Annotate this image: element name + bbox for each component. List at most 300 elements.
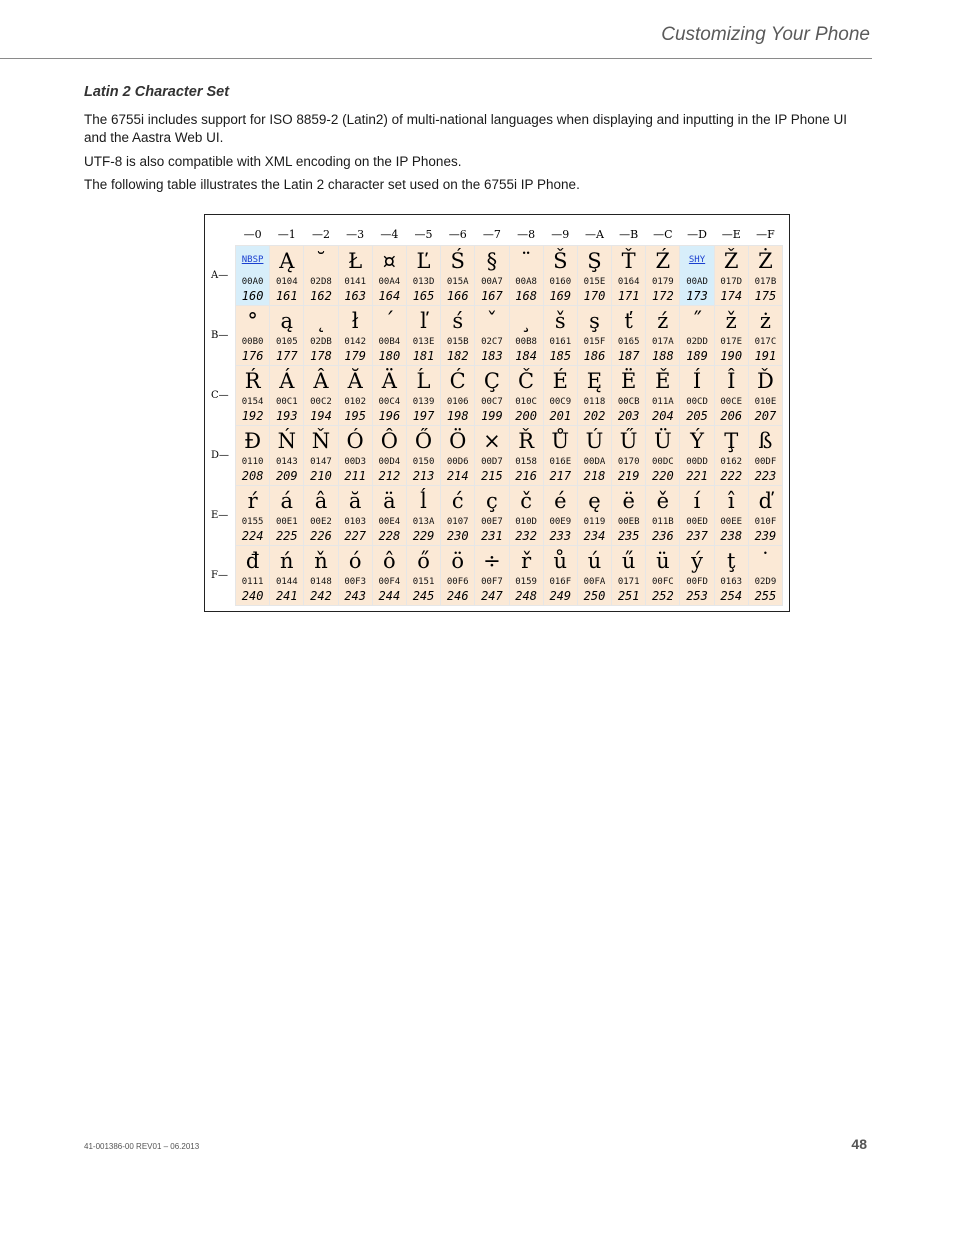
decimal-code: 209 — [275, 469, 298, 483]
character-glyph: ä — [383, 489, 396, 513]
row-header: B— — [211, 330, 229, 341]
character-glyph: Ô — [380, 429, 398, 453]
unicode-hex-code: 00CE — [720, 397, 743, 407]
decimal-code: 251 — [617, 589, 640, 603]
unicode-hex-code: 017D — [720, 277, 743, 287]
character-cell — [441, 426, 475, 486]
decimal-code: 236 — [652, 529, 674, 543]
table-row — [211, 246, 783, 306]
character-cell — [509, 306, 543, 366]
unicode-hex-code: 00E4 — [378, 517, 401, 527]
character-cell — [680, 546, 714, 606]
character-cell — [646, 246, 680, 306]
character-cell — [338, 366, 372, 426]
character-cell — [748, 546, 782, 606]
decimal-code: 161 — [275, 289, 298, 303]
character-glyph: ˙ — [760, 549, 771, 573]
unicode-hex-code: 02DB — [310, 337, 332, 347]
decimal-code: 202 — [583, 409, 606, 423]
character-glyph: î — [727, 489, 735, 513]
unicode-hex-code: 00DF — [754, 457, 777, 467]
decimal-code: 234 — [583, 529, 606, 543]
character-cell — [714, 246, 748, 306]
character-glyph: ř — [521, 549, 532, 573]
character-cell — [748, 366, 782, 426]
unicode-hex-code: 02DD — [686, 337, 708, 347]
character-cell — [748, 426, 782, 486]
character-glyph: § — [486, 249, 498, 273]
unicode-hex-code: 0161 — [549, 337, 572, 347]
character-cell — [236, 306, 270, 366]
decimal-code: 227 — [344, 529, 366, 543]
unicode-hex-code: 00B4 — [378, 337, 401, 347]
column-header: —1 — [277, 227, 296, 241]
character-glyph: Č — [518, 369, 535, 393]
character-glyph: Ú — [585, 429, 604, 453]
character-cell — [475, 486, 509, 546]
character-cell — [475, 546, 509, 606]
character-cell — [270, 366, 304, 426]
row-header: D— — [211, 450, 230, 461]
character-glyph: ë — [622, 489, 635, 513]
unicode-hex-code: 0160 — [549, 277, 572, 287]
row-header: A— — [211, 270, 229, 281]
decimal-code: 181 — [412, 349, 435, 363]
decimal-code: 232 — [515, 529, 537, 543]
unicode-hex-code: 0165 — [617, 337, 640, 347]
character-glyph: Ř — [518, 429, 534, 453]
character-glyph: ˝ — [691, 309, 703, 333]
decimal-code: 229 — [412, 529, 435, 543]
character-glyph: Š — [553, 249, 568, 273]
character-glyph: Đ — [244, 429, 262, 453]
unicode-hex-code: 00FC — [652, 577, 674, 587]
unicode-hex-code: 00C4 — [378, 397, 401, 407]
character-cell — [406, 306, 440, 366]
character-glyph: č — [520, 489, 532, 513]
unicode-hex-code: 00B8 — [515, 337, 537, 347]
character-cell — [475, 426, 509, 486]
unicode-hex-code: 0104 — [275, 277, 298, 287]
unicode-hex-code: 0139 — [412, 397, 435, 407]
decimal-code: 249 — [549, 589, 572, 603]
unicode-hex-code: 00C9 — [549, 397, 572, 407]
decimal-code: 252 — [652, 589, 674, 603]
character-glyph: š — [554, 309, 566, 333]
unicode-hex-code: 00F3 — [344, 577, 366, 587]
unicode-hex-code: 00A0 — [241, 277, 264, 287]
unicode-hex-code: 0150 — [412, 457, 435, 467]
character-glyph: × — [483, 429, 501, 453]
character-cell — [577, 246, 611, 306]
unicode-hex-code: 0119 — [583, 517, 606, 527]
character-cell — [338, 246, 372, 306]
decimal-code: 237 — [686, 529, 708, 543]
unicode-hex-code: 0107 — [446, 517, 469, 527]
unicode-hex-code: 0144 — [275, 577, 298, 587]
character-glyph: Ť — [621, 249, 636, 273]
decimal-code: 166 — [446, 289, 469, 303]
character-cell — [646, 426, 680, 486]
character-glyph: Ţ — [724, 429, 739, 453]
unicode-hex-code: 02D9 — [754, 577, 777, 587]
decimal-code: 235 — [617, 529, 640, 543]
character-cell — [714, 486, 748, 546]
unicode-hex-code: 016E — [549, 457, 572, 467]
character-glyph: ç — [486, 489, 498, 513]
decimal-code: 213 — [412, 469, 435, 483]
character-cell — [612, 246, 646, 306]
character-cell — [270, 486, 304, 546]
control-char-label: SHY — [688, 255, 706, 265]
character-cell — [577, 306, 611, 366]
decimal-code: 228 — [378, 529, 401, 543]
character-glyph: Ź — [655, 249, 671, 273]
decimal-code: 210 — [310, 469, 332, 483]
character-glyph: Î — [727, 369, 736, 393]
character-cell — [441, 366, 475, 426]
decimal-code: 192 — [241, 409, 264, 423]
decimal-code: 222 — [720, 469, 743, 483]
character-glyph: ď — [758, 489, 773, 513]
decimal-code: 190 — [720, 349, 743, 363]
decimal-code: 196 — [378, 409, 401, 423]
character-cell — [714, 546, 748, 606]
unicode-hex-code: 00EE — [720, 517, 743, 527]
character-cell — [577, 486, 611, 546]
character-glyph: ň — [314, 549, 328, 573]
character-cell — [338, 486, 372, 546]
column-header: —E — [721, 227, 741, 241]
decimal-code: 243 — [344, 589, 366, 603]
character-table-body — [211, 246, 783, 606]
character-cell — [543, 366, 577, 426]
decimal-code: 197 — [412, 409, 435, 423]
character-glyph: Ę — [586, 369, 603, 393]
character-glyph: ˇ — [486, 309, 498, 333]
unicode-hex-code: 0148 — [310, 577, 332, 587]
character-glyph: Â — [313, 369, 329, 393]
decimal-code: 165 — [412, 289, 435, 303]
character-cell — [475, 306, 509, 366]
character-cell — [372, 306, 406, 366]
character-glyph: ¨ — [520, 249, 532, 273]
decimal-code: 189 — [686, 349, 708, 363]
table-corner — [211, 223, 236, 246]
table-row — [211, 486, 783, 546]
character-glyph: Í — [692, 369, 702, 393]
decimal-code: 203 — [617, 409, 640, 423]
control-char-label: NBSP — [241, 255, 264, 265]
decimal-code: 188 — [652, 349, 674, 363]
character-cell — [270, 306, 304, 366]
decimal-code: 215 — [481, 469, 503, 483]
unicode-hex-code: 02D8 — [310, 277, 332, 287]
decimal-code: 191 — [754, 349, 777, 363]
row-header: E— — [211, 510, 229, 521]
decimal-code: 240 — [241, 589, 264, 603]
character-glyph: ş — [589, 309, 600, 333]
character-glyph: ˛ — [315, 309, 327, 333]
decimal-code: 162 — [310, 289, 332, 303]
character-glyph: ű — [621, 549, 636, 573]
decimal-code: 221 — [686, 469, 708, 483]
decimal-code: 171 — [617, 289, 640, 303]
character-glyph: Ő — [414, 429, 433, 453]
decimal-code: 201 — [549, 409, 572, 423]
unicode-hex-code: 0159 — [515, 577, 537, 587]
decimal-code: 205 — [686, 409, 708, 423]
character-glyph: ´ — [384, 309, 395, 333]
unicode-hex-code: 0141 — [344, 277, 366, 287]
character-cell — [680, 426, 714, 486]
unicode-hex-code: 00DD — [686, 457, 708, 467]
decimal-code: 175 — [754, 289, 777, 303]
character-glyph: ú — [587, 549, 602, 573]
decimal-code: 224 — [241, 529, 264, 543]
character-cell — [406, 486, 440, 546]
decimal-code: 186 — [583, 349, 606, 363]
unicode-hex-code: 00F4 — [378, 577, 401, 587]
decimal-code: 214 — [446, 469, 469, 483]
column-header: —8 — [517, 227, 536, 241]
decimal-code: 244 — [378, 589, 401, 603]
unicode-hex-code: 0147 — [310, 457, 332, 467]
character-glyph: Ě — [655, 369, 671, 393]
character-cell — [543, 486, 577, 546]
character-glyph: ě — [656, 489, 670, 513]
character-cell — [680, 306, 714, 366]
character-cell — [338, 306, 372, 366]
unicode-hex-code: 00E1 — [275, 517, 298, 527]
column-header: —B — [619, 227, 639, 241]
character-cell — [270, 426, 304, 486]
character-glyph: Ş — [587, 249, 602, 273]
decimal-code: 167 — [481, 289, 503, 303]
unicode-hex-code: 00C1 — [275, 397, 298, 407]
unicode-hex-code: 0162 — [720, 457, 743, 467]
character-cell — [304, 366, 338, 426]
decimal-code: 177 — [275, 349, 298, 363]
unicode-hex-code: 00E9 — [549, 517, 572, 527]
character-cell — [680, 366, 714, 426]
character-glyph: ł — [351, 309, 359, 333]
column-header: —D — [687, 227, 707, 241]
column-header: —0 — [243, 227, 262, 241]
character-cell — [304, 486, 338, 546]
decimal-code: 218 — [583, 469, 606, 483]
unicode-hex-code: 017A — [652, 337, 674, 347]
unicode-hex-code: 00CB — [617, 397, 640, 407]
character-cell — [406, 246, 440, 306]
character-glyph: ó — [348, 549, 362, 573]
character-cell — [748, 306, 782, 366]
decimal-code: 216 — [515, 469, 537, 483]
column-header: —C — [653, 227, 673, 241]
character-cell — [236, 366, 270, 426]
unicode-hex-code: 0155 — [241, 517, 264, 527]
character-glyph: đ — [245, 549, 260, 573]
character-cell — [748, 246, 782, 306]
character-cell — [338, 546, 372, 606]
decimal-code: 179 — [344, 349, 366, 363]
character-glyph: Ą — [279, 249, 295, 273]
unicode-hex-code: 017E — [720, 337, 743, 347]
character-cell — [612, 546, 646, 606]
decimal-code: 185 — [549, 349, 572, 363]
column-header: —5 — [414, 227, 433, 241]
unicode-hex-code: 00D3 — [344, 457, 366, 467]
decimal-code: 206 — [720, 409, 743, 423]
character-glyph: ž — [725, 309, 737, 333]
character-glyph: ő — [417, 549, 430, 573]
unicode-hex-code: 013A — [412, 517, 435, 527]
table-row — [211, 366, 783, 426]
unicode-hex-code: 015F — [583, 337, 606, 347]
character-glyph: Ĺ — [416, 369, 431, 393]
unicode-hex-code: 0158 — [515, 457, 537, 467]
unicode-hex-code: 00EB — [617, 517, 640, 527]
unicode-hex-code: 011A — [652, 397, 674, 407]
unicode-hex-code: 00C7 — [481, 397, 503, 407]
character-cell — [543, 306, 577, 366]
character-cell — [543, 426, 577, 486]
decimal-code: 253 — [686, 589, 708, 603]
decimal-code: 239 — [754, 529, 777, 543]
column-header: —4 — [380, 227, 399, 241]
character-cell — [441, 486, 475, 546]
character-glyph: ţ — [726, 549, 736, 573]
decimal-code: 254 — [720, 589, 743, 603]
decimal-code: 174 — [720, 289, 743, 303]
character-glyph: ś — [452, 309, 464, 333]
character-cell — [270, 246, 304, 306]
unicode-hex-code: 0163 — [720, 577, 743, 587]
character-cell — [406, 366, 440, 426]
character-glyph: ô — [383, 549, 396, 573]
unicode-hex-code: 00D7 — [481, 457, 503, 467]
character-glyph: ę — [588, 489, 601, 513]
character-glyph: Ľ — [416, 249, 431, 273]
decimal-code: 220 — [652, 469, 674, 483]
character-cell — [372, 426, 406, 486]
character-glyph: ö — [451, 549, 465, 573]
character-glyph: ß — [758, 429, 773, 453]
unicode-hex-code: 0102 — [344, 397, 366, 407]
character-glyph: Ö — [449, 429, 467, 453]
unicode-hex-code: 010C — [515, 397, 537, 407]
decimal-code: 184 — [515, 349, 537, 363]
unicode-hex-code: 0118 — [583, 397, 606, 407]
decimal-code: 246 — [446, 589, 469, 603]
decimal-code: 212 — [378, 469, 401, 483]
unicode-hex-code: 0103 — [344, 517, 366, 527]
character-glyph: ÷ — [483, 549, 501, 573]
character-cell — [338, 426, 372, 486]
unicode-hex-code: 015B — [446, 337, 469, 347]
character-cell — [441, 306, 475, 366]
decimal-code: 226 — [310, 529, 332, 543]
character-cell — [543, 246, 577, 306]
character-glyph: ů — [553, 549, 568, 573]
decimal-code: 223 — [754, 469, 777, 483]
decimal-code: 176 — [241, 349, 264, 363]
character-glyph: í — [693, 489, 701, 513]
character-cell — [577, 426, 611, 486]
latin2-character-table — [211, 223, 783, 606]
character-cell — [236, 246, 270, 306]
column-header: —A — [584, 227, 604, 241]
unicode-hex-code: 00FD — [686, 577, 708, 587]
character-cell — [577, 546, 611, 606]
character-glyph: ¤ — [382, 249, 397, 273]
column-header-row — [211, 223, 783, 246]
unicode-hex-code: 0106 — [446, 397, 469, 407]
unicode-hex-code: 011B — [652, 517, 674, 527]
document-id: 41-001386-00 REV01 – 06.2013 — [84, 1142, 200, 1151]
unicode-hex-code: 00E2 — [310, 517, 332, 527]
unicode-hex-code: 013E — [412, 337, 435, 347]
character-cell — [646, 486, 680, 546]
character-glyph: á — [280, 489, 294, 513]
character-cell — [646, 546, 680, 606]
decimal-code: 193 — [275, 409, 298, 423]
unicode-hex-code: 00DC — [652, 457, 674, 467]
decimal-code: 247 — [481, 589, 503, 603]
character-cell — [509, 546, 543, 606]
decimal-code: 183 — [481, 349, 503, 363]
unicode-hex-code: 0111 — [241, 577, 264, 587]
table-row — [211, 546, 783, 606]
character-cell — [475, 246, 509, 306]
character-glyph: ĺ — [420, 489, 427, 513]
decimal-code: 207 — [754, 409, 777, 423]
character-cell — [680, 486, 714, 546]
running-header-title: Customizing Your Phone — [661, 24, 870, 45]
character-glyph: Ł — [348, 249, 363, 273]
unicode-hex-code: 015A — [446, 277, 469, 287]
page-number: 48 — [851, 1136, 867, 1152]
character-cell — [714, 366, 748, 426]
character-cell — [612, 426, 646, 486]
unicode-hex-code: 015E — [583, 277, 606, 287]
character-glyph: ť — [624, 309, 633, 333]
character-glyph: Á — [279, 369, 295, 393]
decimal-code: 178 — [310, 349, 332, 363]
decimal-code: 248 — [515, 589, 537, 603]
character-glyph: ŕ — [247, 489, 258, 513]
character-glyph: Ă — [347, 369, 363, 393]
decimal-code: 225 — [275, 529, 298, 543]
character-cell — [372, 486, 406, 546]
unicode-hex-code: 00AD — [686, 277, 708, 287]
unicode-hex-code: 0142 — [344, 337, 366, 347]
unicode-hex-code: 0154 — [241, 397, 264, 407]
unicode-hex-code: 00CD — [686, 397, 708, 407]
unicode-hex-code: 00FA — [583, 577, 606, 587]
column-header: —F — [756, 227, 775, 241]
decimal-code: 198 — [446, 409, 469, 423]
decimal-code: 242 — [310, 589, 332, 603]
character-cell — [406, 546, 440, 606]
column-header: —6 — [448, 227, 467, 241]
character-cell — [509, 486, 543, 546]
unicode-hex-code: 0110 — [241, 457, 264, 467]
decimal-code: 238 — [720, 529, 743, 543]
character-cell — [509, 366, 543, 426]
unicode-hex-code: 00DA — [583, 457, 606, 467]
decimal-code: 182 — [446, 349, 469, 363]
